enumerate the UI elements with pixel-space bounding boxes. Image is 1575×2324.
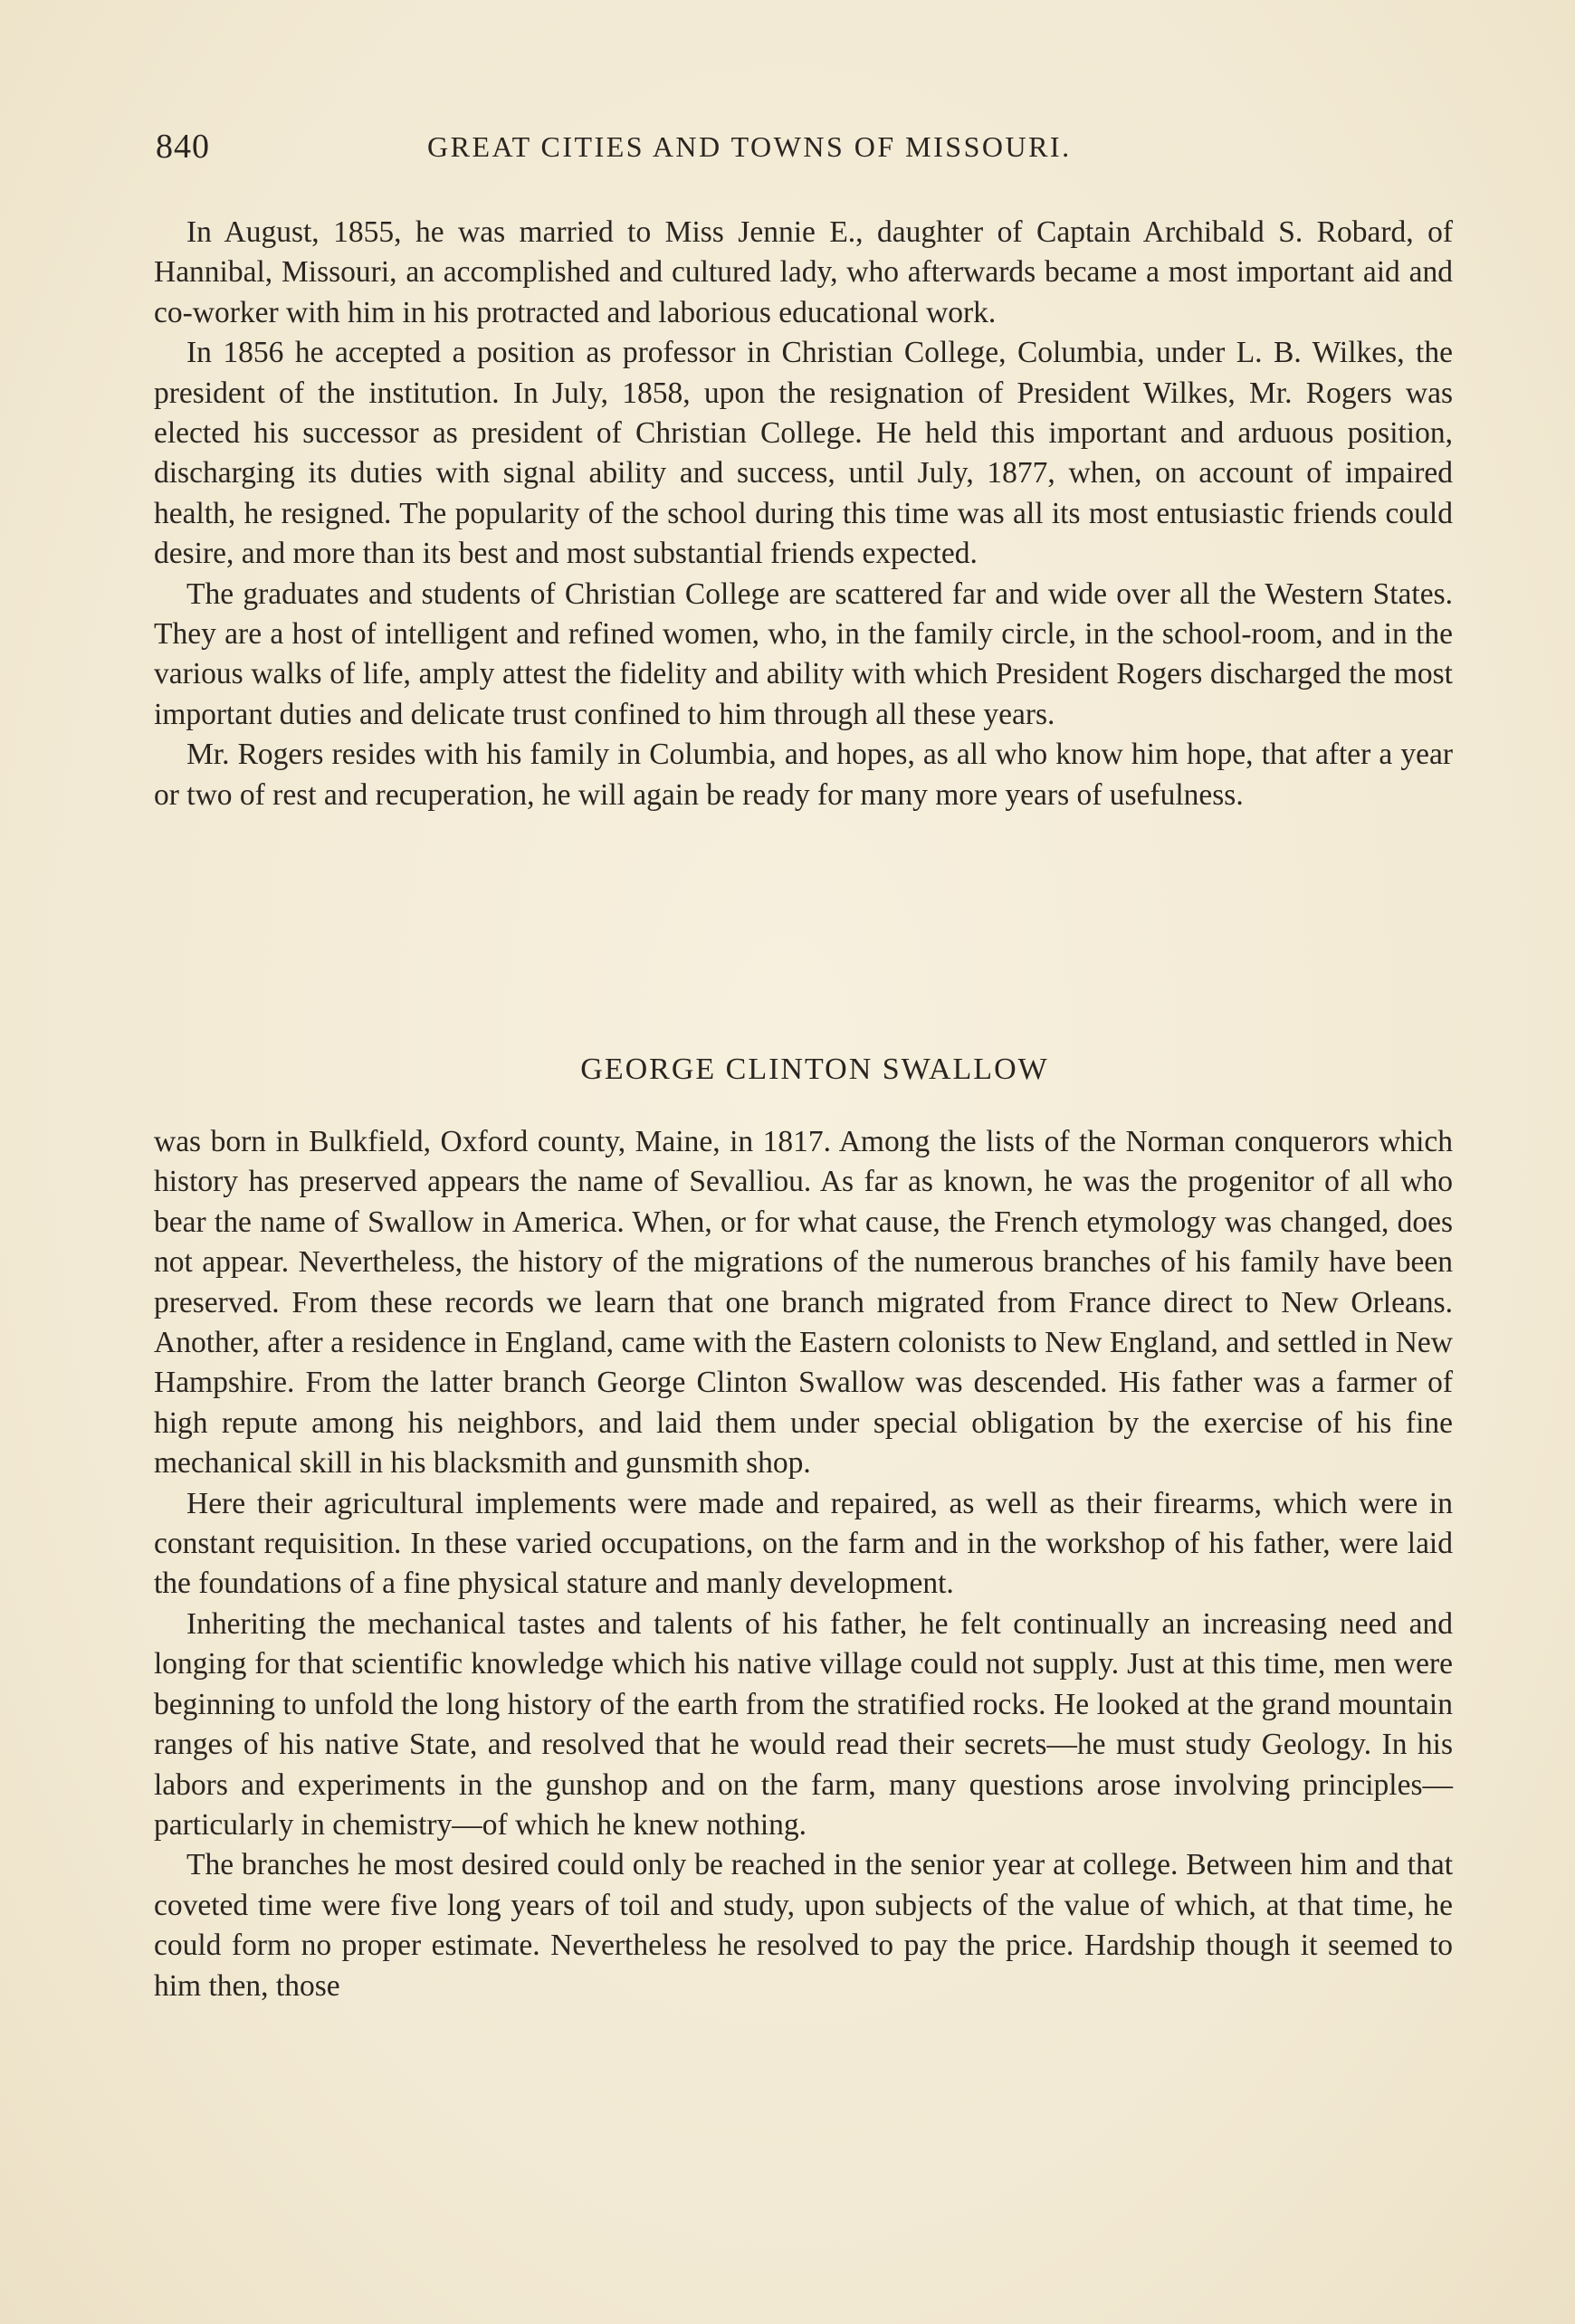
paragraph: The graduates and students of Christian College are scattered far and wide over all the Western States. They are a host of intelligent and refined women, who, in the family circle, in the school-room, and in the various walks of life, amply attest the fidelity and ability with which President Rogers discharged the most important duties and delicate trust confined to him through all these years. [154,576,1453,731]
rogers-biography-continued [154,213,1453,815]
section-heading-text: GEORGE CLINTON SWALLOW [580,1052,1049,1086]
swallow-biography [154,1122,1453,2006]
paragraph: In August, 1855, he was married to Miss Jennie E., daughter of Captain Archibald S. Robard, of Hannibal, Missouri, an accomplished and cultured lady, who afterwards became a most important aid and co-worker with him in his protracted and laborious educational work. [154,215,1453,329]
paragraph: In 1856 he accepted a position as professor in Christian College, Columbia, under L. B. Wilkes, the president of the institution. In July, 1858, upon the resignation of President Wilkes, Mr. Rogers was elected his successor as president of Christian College. He held this important and arduous position, discharging its duties with signal ability and success, until July, 1877, when, on account of impaired health, he resigned. The popularity of the school during this time was all its most entusiastic friends could desire, and more than its best and most substantial friends expected. [154,336,1453,571]
lead-paragraph: was born in Bulkfield, Oxford county, Maine, in 1817. Among the lists of the Norman conquerors which history has preserved appears the name of Sevalliou. As far as known, he was the progenitor of all who bear the name of Swallow in America. When, or for what cause, the French etymology was changed, does not appear. Nevertheless, the history of the migrations of the numerous branches of his family have been preserved. From these records we learn that one branch migrated from France direct to New Orleans. Another, after a residence in England, came with the Eastern colonists to New England, and settled in New Hampshire. From the latter branch George Clinton Swallow was descended. His father was a farmer of high repute among his neighbors, and laid them under special obligation by the exercise of his fine mechanical skill in his blacksmith and gunsmith shop. [154,1125,1453,1481]
paragraph: Inheriting the mechanical tastes and talents of his father, he felt continually an increasing need and longing for that scientific knowledge which his native village could not supply. Just at this time, men were beginning to unfold the long history of the earth from the stratified rocks. He looked at the grand mountain ranges of his native State, and resolved that he would read their secrets—he must study Geology. In his labors and experiments in the gunshop and on the farm, many questions arose involving principles—particularly in chemistry—of which he knew nothing. [154,1606,1453,1842]
running-head [156,127,1450,177]
paragraph: The branches he most desired could only be reached in the senior year at college. Between him and that coveted time were five long years of toil and study, upon subjects of the value of which, at that time, he could form no proper estimate. Nevertheless he resolved to pay the price. Hardship though it seemed to him then, those [154,1848,1453,2003]
paragraph: Here their agricultural implements were made and repaired, as well as their firearms, which were in constant requisition. In these varied occupations, on the farm and in the workshop of his father, were laid the foundations of a fine physical stature and manly development. [154,1486,1453,1601]
running-title: GREAT CITIES AND TOWNS OF MISSOURI. [427,130,1072,163]
section-heading [0,1052,1575,1087]
page-number: 840 [156,128,210,166]
paragraph: Mr. Rogers resides with his family in Columbia, and hopes, as all who know him hope, that after a year or two of rest and recuperation, he will again be ready for many more years of usefulness. [154,738,1453,812]
